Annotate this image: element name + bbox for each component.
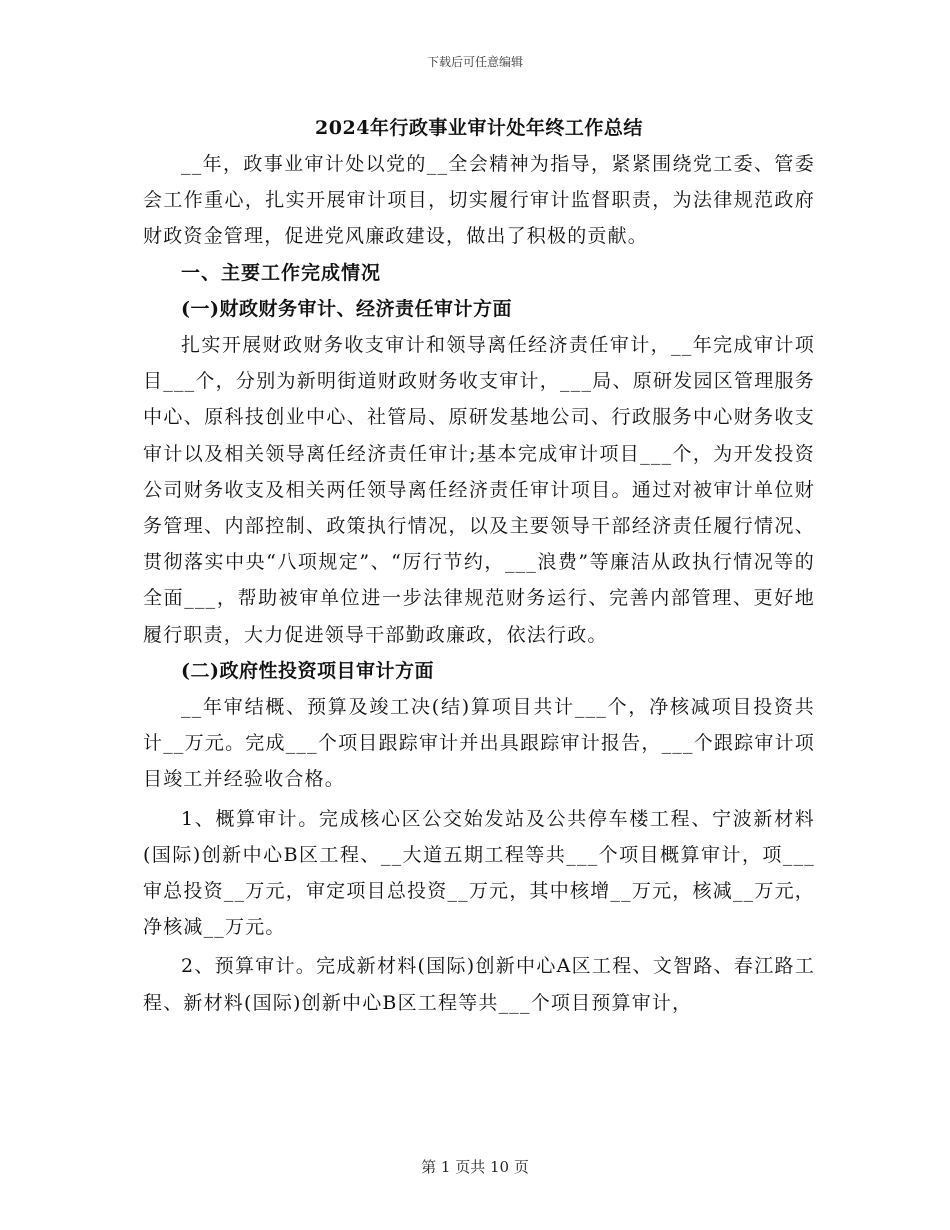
subsection-heading-2: (二)政府性投资项目审计方面 — [181, 659, 434, 682]
document-title: 2024年行政事业审计处年终工作总结 — [315, 117, 643, 139]
page-footer: 第 1 页共 10 页 — [421, 1158, 529, 1176]
header-note: 下载后可任意编辑 — [426, 55, 523, 69]
intro-paragraph: __年，政事业审计处以党的__全会精神为指导，紧紧围绕党工委、管委会工作重心，扎实开展审计项目，切实履行审计监督职责，为法律规范政府财政资金管理，促进党风廉政建设，做出了积极的贡献。 — [143, 153, 815, 248]
item-1-paragraph: 1、概算审计。完成核心区公交始发站及公共停车楼工程、宁波新材料(国际)创新中心B区工程、__大道五期工程等共___个项目概算审计，项___审总投资__万元，审定项目总投资__万元，其中核增__万元，核减__万元，净核减__万元。 — [143, 807, 815, 939]
item-2-paragraph: 2、预算审计。完成新材料(国际)创新中心A区工程、文智路、春江路工程、新材料(国际)创新中心B区工程等共___个项目预算审计， — [143, 955, 815, 1014]
subsection-heading-1: (一)财政财务审计、经济责任审计方面 — [181, 297, 512, 320]
document-body — [143, 110, 815, 1021]
section-heading-1: 一、主要工作完成情况 — [181, 261, 382, 284]
subsection-1-paragraph: 扎实开展财政财务收支审计和领导离任经济责任审计，__年完成审计项目___个，分别为新明街道财政财务收支审计，___局、原研发园区管理服务中心、原科技创业中心、社管局、原研发基地公司、行政服务中心财务收支审计以及相关领导离任经济责任审计;基本完成审计项目___个，为开发投资公司财务收支及相关两任领导离任经济责任审计项目。通过对被审计单位财务管理、内部控制、政策执行情况，以及主要领导干部经济责任履行情况、贯彻落实中央“八项规定”、“厉行节约，___浪费”等廉洁从政执行情况等的全面___，帮助被审单位进一步法律规范财务运行、完善内部管理、更好地履行职责，大力促进领导干部勤政廉政，依法行政。 — [143, 334, 815, 646]
subsection-2-paragraph: __年审结概、预算及竣工决(结)算项目共计___个，净核减项目投资共计__万元。完成___个项目跟踪审计并出具跟踪审计报告，___个跟踪审计项目竣工并经验收合格。 — [143, 696, 815, 791]
